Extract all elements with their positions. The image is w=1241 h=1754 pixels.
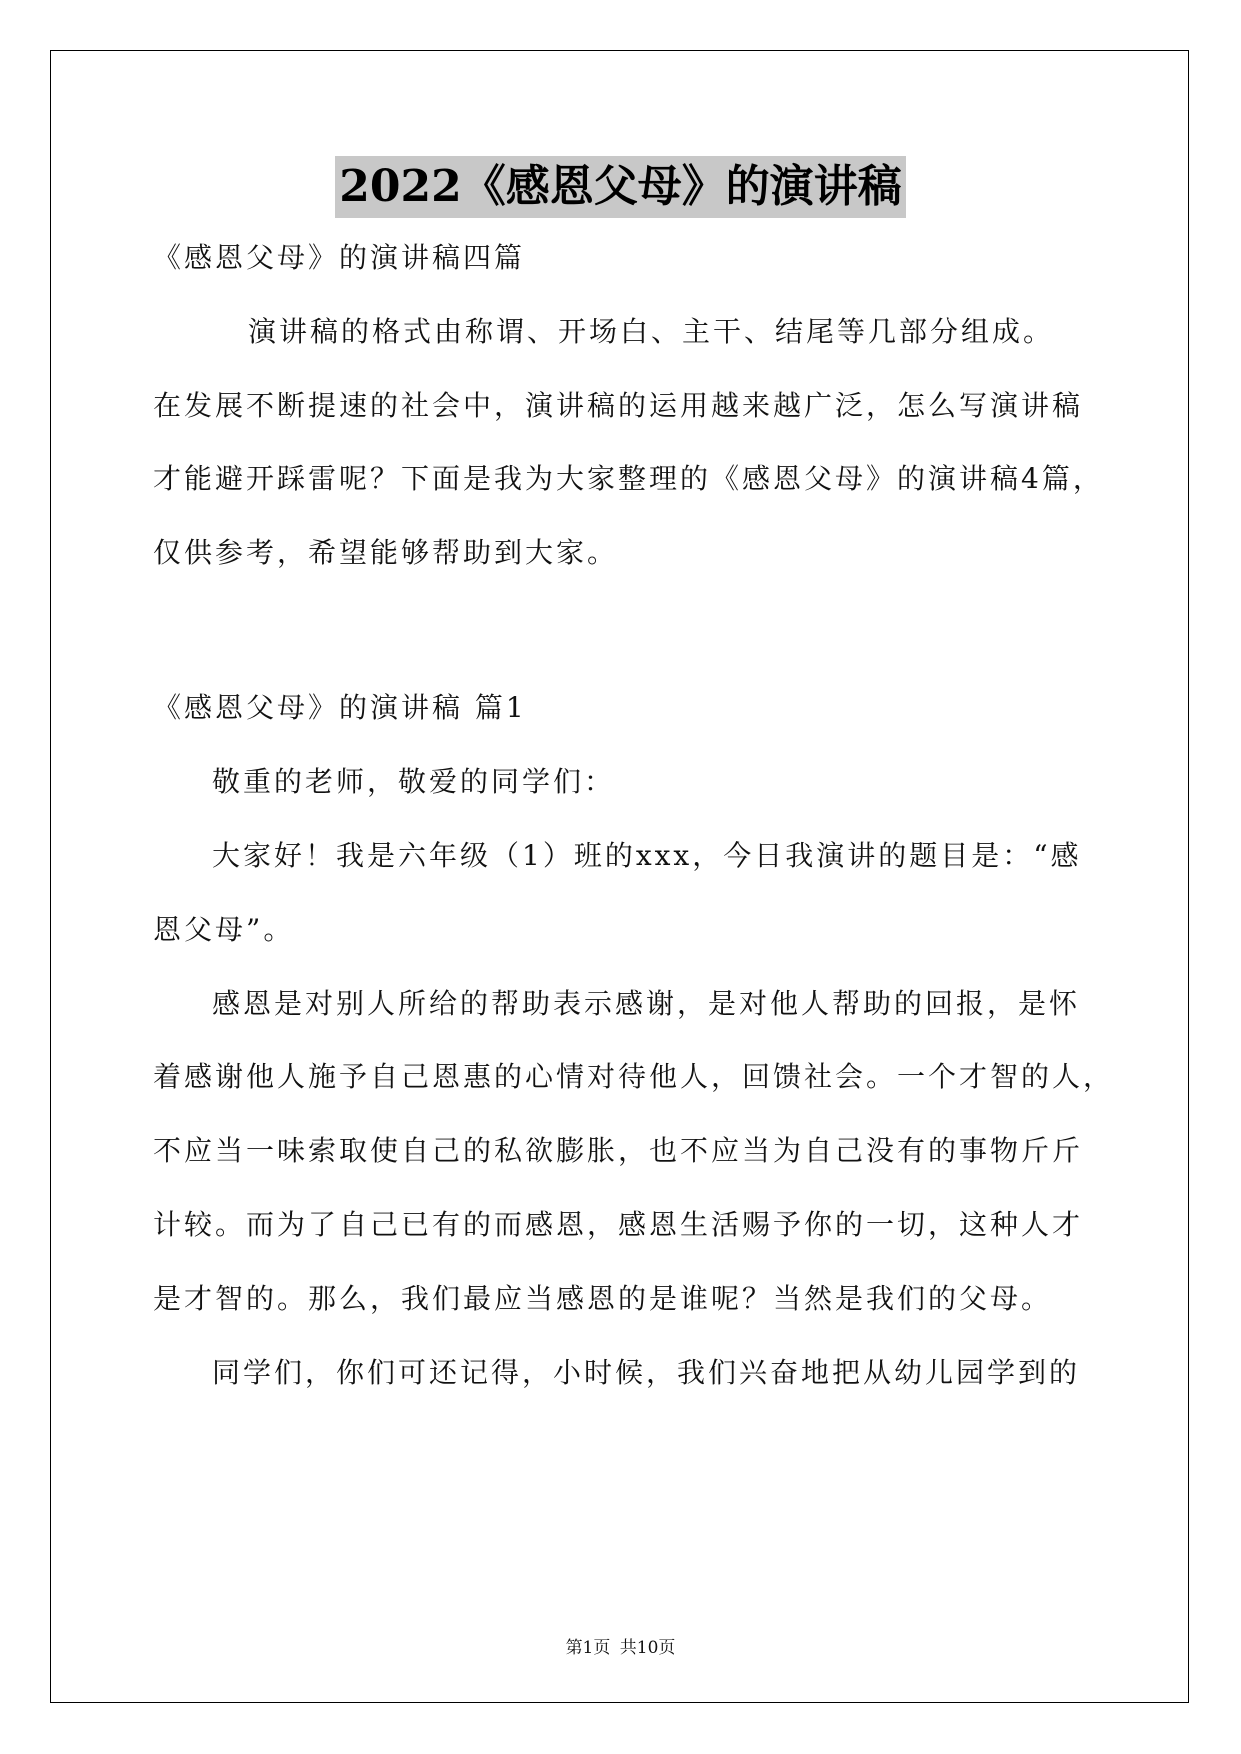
paragraph-line: 才能避开踩雷呢？下面是我为大家整理的《感恩父母》的演讲稿4篇， bbox=[153, 462, 1104, 495]
page-border bbox=[50, 50, 1189, 1703]
paragraph-line: 不应当一味索取使自己的私欲膨胀，也不应当为自己没有的事物斤斤 bbox=[153, 1134, 1084, 1167]
page-footer bbox=[0, 1633, 1241, 1658]
page-total: 共10页 bbox=[619, 1638, 676, 1658]
paragraph-line: 是才智的。那么，我们最应当感恩的是谁呢？当然是我们的父母。 bbox=[153, 1282, 1053, 1315]
paragraph-line: 感恩是对别人所给的帮助表示感谢，是对他人帮助的回报，是怀 bbox=[212, 987, 1081, 1020]
section-heading: 《感恩父母》的演讲稿 篇1 bbox=[153, 691, 527, 724]
paragraph-line: 恩父母”。 bbox=[153, 913, 295, 946]
title-container bbox=[0, 156, 1241, 218]
paragraph-line: 敬重的老师，敬爱的同学们： bbox=[212, 765, 616, 798]
paragraph-line: 大家好！我是六年级（1）班的xxx，今日我演讲的题目是：“感 bbox=[212, 839, 1082, 872]
subtitle-line: 《感恩父母》的演讲稿四篇 bbox=[153, 241, 526, 274]
page-number: 第1页 bbox=[565, 1638, 611, 1658]
paragraph-line: 着感谢他人施予自己恩惠的心情对待他人，回馈社会。一个才智的人， bbox=[153, 1060, 1115, 1093]
paragraph-line: 仅供参考，希望能够帮助到大家。 bbox=[153, 536, 619, 569]
paragraph-line: 同学们，你们可还记得，小时候，我们兴奋地把从幼儿园学到的 bbox=[212, 1356, 1081, 1389]
document-title: 2022《感恩父母》的演讲稿 bbox=[335, 156, 905, 218]
paragraph-line: 在发展不断提速的社会中，演讲稿的运用越来越广泛，怎么写演讲稿 bbox=[153, 389, 1084, 422]
paragraph-line: 演讲稿的格式由称谓、开场白、主干、结尾等几部分组成。 bbox=[248, 315, 1055, 348]
paragraph-line: 计较。而为了自己已有的而感恩，感恩生活赐予你的一切，这种人才 bbox=[153, 1208, 1084, 1241]
